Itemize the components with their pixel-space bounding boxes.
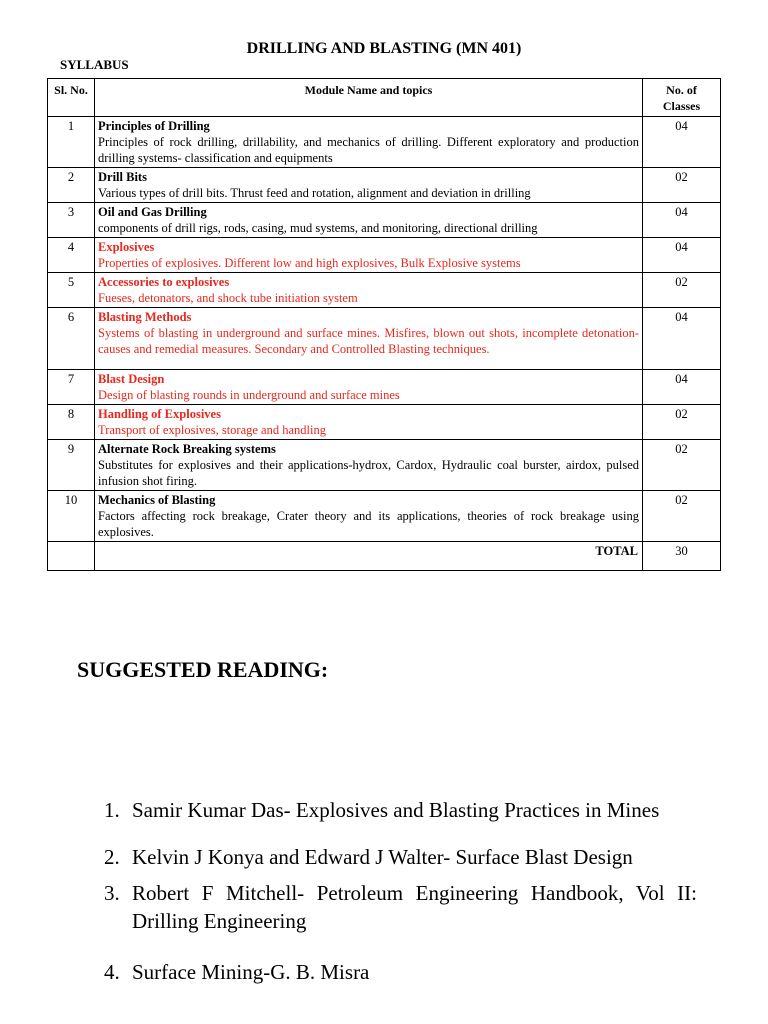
table-row (48, 440, 721, 491)
row-sl-no: 6 (48, 308, 95, 370)
module-title: Oil and Gas Drilling (98, 205, 207, 219)
row-sl-no: 3 (48, 203, 95, 238)
module-title: Principles of Drilling (98, 119, 210, 133)
row-module-cell (95, 238, 643, 273)
row-classes: 02 (643, 491, 721, 542)
row-module-cell (95, 168, 643, 203)
table-row (48, 238, 721, 273)
row-sl-no: 7 (48, 370, 95, 405)
row-module-cell (95, 308, 643, 370)
total-empty-cell (48, 542, 95, 571)
row-classes: 02 (643, 440, 721, 491)
header-sl-no: Sl. No. (48, 79, 95, 117)
row-classes: 04 (643, 238, 721, 273)
reading-item-text: Surface Mining-G. B. Misra (132, 960, 370, 984)
row-sl-no: 5 (48, 273, 95, 308)
row-classes: 04 (643, 370, 721, 405)
table-row (48, 405, 721, 440)
header-classes (643, 79, 721, 117)
reading-item (100, 796, 697, 824)
row-module-cell (95, 440, 643, 491)
header-classes-line2: Classes (662, 99, 701, 113)
row-classes: 02 (643, 273, 721, 308)
reading-item-text: Robert F Mitchell- Petroleum Engineering Handbook, Vol II: Drilling Engineering (132, 881, 697, 933)
module-topics: Principles of rock drilling, drillability, and mechanics of drilling. Different exploratory and production drilling systems- classification and equipments (98, 135, 639, 165)
total-label: TOTAL (95, 542, 643, 571)
row-sl-no: 9 (48, 440, 95, 491)
module-topics: Factors affecting rock breakage, Crater theory and its applications, theories of rock breakage using explosives. (98, 509, 639, 539)
module-topics: Systems of blasting in underground and surface mines. Misfires, blown out shots, incomplete detonation- causes and remedial measures. Secondary and Controlled Blasting techniques. (98, 326, 639, 356)
module-topics: Properties of explosives. Different low and high explosives, Bulk Explosive systems (98, 256, 521, 270)
table-row (48, 308, 721, 370)
module-title: Alternate Rock Breaking systems (98, 442, 276, 456)
reading-item-number: 1. (104, 798, 120, 822)
reading-item-text: Samir Kumar Das- Explosives and Blasting Practices in Mines (132, 798, 660, 822)
module-title: Drill Bits (98, 170, 147, 184)
module-topics: components of drill rigs, rods, casing, mud systems, and monitoring, directional drilling (98, 221, 538, 235)
row-classes: 04 (643, 308, 721, 370)
row-classes: 02 (643, 405, 721, 440)
table-row (48, 117, 721, 168)
row-classes: 02 (643, 168, 721, 203)
row-classes: 04 (643, 203, 721, 238)
table-row (48, 168, 721, 203)
module-topics: Transport of explosives, storage and handling (98, 423, 326, 437)
reading-item-number: 3. (104, 881, 120, 905)
module-title: Blast Design (98, 372, 165, 386)
row-module-cell (95, 405, 643, 440)
table-row (48, 370, 721, 405)
row-module-cell (95, 491, 643, 542)
reading-item (100, 879, 697, 935)
module-topics: Design of blasting rounds in underground and surface mines (98, 388, 400, 402)
module-title: Accessories to explosives (98, 275, 230, 289)
module-title: Explosives (98, 240, 155, 254)
row-sl-no: 4 (48, 238, 95, 273)
table-header-row (48, 79, 721, 117)
module-topics: Substitutes for explosives and their applications-hydrox, Cardox, Hydraulic coal burster, airdox, pulsed infusion shot firing. (98, 458, 639, 488)
module-title: Blasting Methods (98, 310, 192, 324)
table-row (48, 491, 721, 542)
reading-item-text: Kelvin J Konya and Edward J Walter- Surface Blast Design (132, 845, 633, 869)
total-row (48, 542, 721, 571)
table-row (48, 273, 721, 308)
row-classes: 04 (643, 117, 721, 168)
reading-item (100, 958, 697, 986)
reading-item-number: 4. (104, 960, 120, 984)
reading-list (100, 796, 697, 986)
header-module: Module Name and topics (95, 79, 643, 117)
header-classes-line1: No. of (666, 83, 697, 97)
total-value: 30 (643, 542, 721, 571)
table-row (48, 203, 721, 238)
reading-item (100, 843, 697, 871)
module-title: Mechanics of Blasting (98, 493, 216, 507)
row-sl-no: 1 (48, 117, 95, 168)
module-topics: Fueses, detonators, and shock tube initiation system (98, 291, 358, 305)
module-title: Handling of Explosives (98, 407, 221, 421)
module-topics: Various types of drill bits. Thrust feed and rotation, alignment and deviation in drilling (98, 186, 531, 200)
table-body (48, 117, 721, 542)
row-sl-no: 2 (48, 168, 95, 203)
reading-item-number: 2. (104, 845, 120, 869)
row-sl-no: 10 (48, 491, 95, 542)
document-title: DRILLING AND BLASTING (MN 401) (246, 40, 522, 57)
syllabus-label: SYLLABUS (60, 57, 129, 72)
suggested-reading-heading: SUGGESTED READING: (77, 657, 329, 682)
row-module-cell (95, 203, 643, 238)
row-module-cell (95, 273, 643, 308)
row-module-cell (95, 370, 643, 405)
syllabus-table (47, 78, 721, 571)
row-sl-no: 8 (48, 405, 95, 440)
row-module-cell (95, 117, 643, 168)
